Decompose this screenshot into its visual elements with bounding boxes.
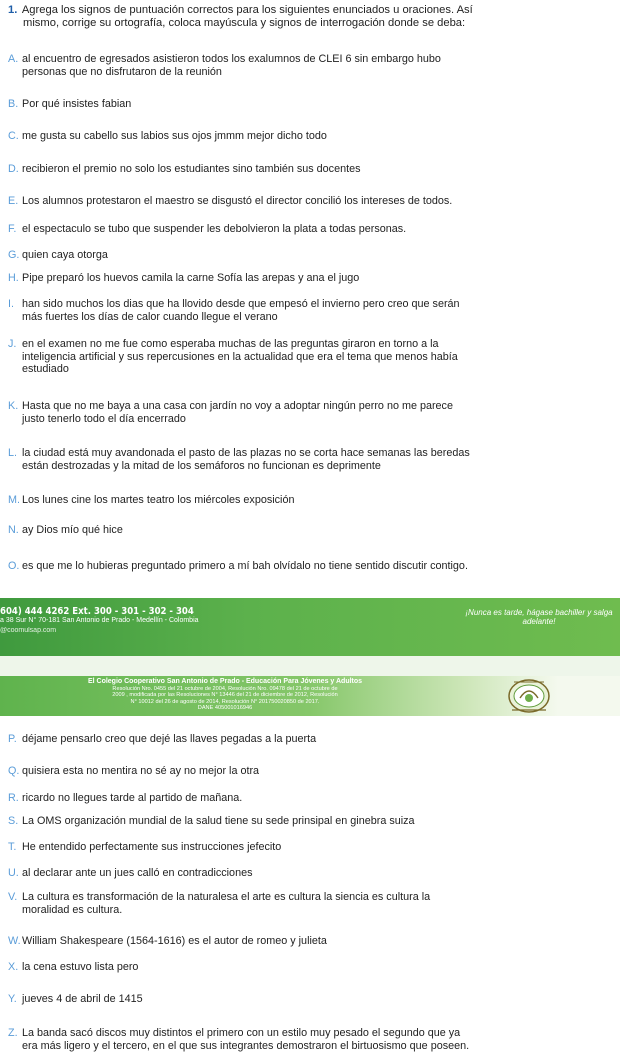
exercise-letter: P. [8, 733, 17, 745]
exercise-text: la cena estuvo lista pero [22, 961, 139, 973]
exercise-line [8, 993, 612, 1006]
exercise-line [8, 961, 612, 974]
exercise-line: más fuertes los días de calor cuando llegue el verano [22, 310, 278, 323]
instruction-text-1: Agrega los signos de puntuación correctos para los siguientes enunciados u oraciones. Así [21, 4, 473, 16]
exercise-item [8, 993, 612, 1006]
exercise-text: quisiera esta no mentira no sé ay no mejor la otra [22, 765, 260, 777]
exercise-item [8, 935, 612, 948]
exercise-letter: E. [8, 195, 19, 207]
instruction-number: 1. [8, 4, 18, 16]
exercise-line [8, 195, 612, 208]
exercise-letter: Y. [8, 993, 17, 1005]
exercise-item [8, 841, 612, 854]
exercise-letter: I. [8, 298, 14, 310]
exercise-text: La cultura es transformación de la naturalesa el arte es cultura la siencia es cultura la [22, 891, 431, 903]
exercise-letter: J. [8, 338, 17, 350]
exercise-letter: D. [8, 163, 19, 175]
exercise-text: quien caya otorga [22, 249, 108, 261]
exercise-letter: M. [8, 494, 20, 506]
exercise-item [8, 195, 612, 208]
exercise-line [8, 163, 612, 176]
exercise-line [8, 524, 612, 537]
header-text-block [70, 678, 380, 712]
exercise-text: es que me lo hubieras preguntado primero a mí bah olvídalo no tiene sentido discutir contigo. [22, 560, 468, 572]
exercise-line [8, 867, 612, 880]
exercise-item [8, 163, 612, 176]
exercise-letter: T. [8, 841, 17, 853]
exercise-letter: W. [8, 935, 21, 947]
exercise-text: recibieron el premio no solo los estudiantes sino también sus docentes [22, 163, 361, 175]
instruction-block [8, 4, 612, 30]
exercise-line: están destrozadas y la mitad de los semáforos no funcionan es deprimente [22, 459, 381, 472]
footer-phone: 604) 444 4262 Ext. 300 - 301 - 302 - 304 [0, 606, 194, 617]
exercise-letter: X. [8, 961, 19, 973]
exercise-line: justo tenerlo todo el día encerrado [22, 412, 186, 425]
exercise-letter: A. [8, 53, 19, 65]
exercise-item [8, 733, 612, 746]
exercise-line: inteligencia artificial y sus repercusiones en la actualidad que era el tema que menos había [22, 350, 458, 363]
exercise-line [8, 98, 612, 111]
exercise-text: La banda sacó discos muy distintos el primero con un estilo muy pesado el segundo que ya [22, 1027, 461, 1039]
exercise-item [8, 249, 612, 262]
exercise-text: jueves 4 de abril de 1415 [22, 993, 143, 1005]
exercise-letter: F. [8, 223, 17, 235]
exercise-letter: L. [8, 447, 18, 459]
exercise-item [8, 223, 612, 236]
exercise-item [8, 272, 612, 285]
header-resolution-1: Resolución Nro. 0455 del 21 octubre de 2004, Resolución Nro. 09478 del 21 de octubre de [112, 686, 338, 692]
exercise-item [8, 961, 612, 974]
exercise-letter: V. [8, 891, 18, 903]
exercise-text: La OMS organización mundial de la salud tiene su sede prinsipal en ginebra suiza [22, 815, 415, 827]
exercise-letter: Z. [8, 1027, 18, 1039]
exercise-line: estudiado [22, 363, 69, 375]
header-resolution-2: 2009 , modificada por las Resoluciones N° 13446 del 21 de diciembre de 2012, Resolución [112, 692, 338, 699]
exercise-letter: S. [8, 815, 19, 827]
exercise-text: Los alumnos protestaron el maestro se disgustó el director concilió los intereses de todos. [22, 195, 453, 207]
exercise-item [8, 815, 612, 828]
header-title: El Colegio Cooperativo San Antonio de Prado - Educación Para Jóvenes y Adultos [87, 678, 363, 685]
header-dane: DANE 405001016946 [197, 705, 253, 712]
exercise-item [8, 298, 612, 323]
exercise-text: en el examen no me fue como esperaba muchas de las preguntas giraron en torno a la [22, 338, 439, 350]
exercise-letter: O. [8, 560, 20, 572]
exercise-text: ricardo no llegues tarde al partido de mañana. [22, 792, 243, 804]
exercise-line [8, 841, 612, 854]
exercise-item [8, 867, 612, 880]
exercise-line: era más ligero y el tercero, en el que sus integrantes demostraron el birtuosismo que poseen. [22, 1039, 470, 1052]
exercise-item [8, 1027, 612, 1052]
exercise-text: déjame pensarlo creo que dejé las llaves pegadas a la puerta [22, 733, 317, 745]
exercise-letter: G. [8, 249, 20, 261]
exercise-item [8, 338, 612, 376]
exercise-letter: H. [8, 272, 19, 284]
footer-address: a 38 Sur N° 70-181 San Antonio de Prado - Medellín - Colombia [0, 617, 199, 624]
exercise-item [8, 891, 612, 916]
exercise-item [8, 447, 612, 472]
exercise-text: He entendido perfectamente sus instrucciones jefecito [22, 841, 282, 853]
exercise-text: al declarar ante un jues calló en contradicciones [22, 867, 253, 879]
exercise-item [8, 494, 612, 507]
exercise-letter: R. [8, 792, 19, 804]
exercise-text: el espectaculo se tubo que suspender les debolvieron la plata a todas personas. [22, 223, 407, 235]
exercise-letter: U. [8, 867, 19, 879]
exercise-line [8, 338, 612, 351]
instruction-line-1 [8, 4, 612, 17]
exercise-text: me gusta su cabello sus labios sus ojos jmmm mejor dicho todo [22, 130, 327, 142]
exercise-letter: Q. [8, 765, 20, 777]
exercise-text: Hasta que no me baya a una casa con jardín no voy a adoptar ningún perro no me parece [22, 400, 453, 412]
exercise-text: ay Dios mío qué hice [22, 524, 123, 536]
exercise-line [8, 272, 612, 285]
school-logo-icon [506, 676, 552, 716]
footer-slogan: ¡Nunca es tarde, hágase bachiller y salga adelante! [465, 608, 613, 626]
exercise-letter: C. [8, 130, 19, 142]
exercise-text: Pipe preparó los huevos camila la carne Sofía las arepas y ana el jugo [22, 272, 360, 284]
exercise-text: han sido muchos los dias que ha llovido desde que empesó el invierno pero creo que serán [22, 298, 460, 310]
exercise-text: Por qué insistes fabian [22, 98, 132, 110]
exercise-line [8, 560, 612, 573]
exercise-line: moralidad es cultura. [22, 903, 123, 916]
exercise-text: William Shakespeare (1564-1616) es el autor de romeo y julieta [22, 935, 327, 947]
exercise-line [8, 298, 612, 311]
footer-band [0, 598, 620, 656]
exercise-line [8, 494, 612, 507]
exercise-item [8, 765, 612, 778]
exercise-line [8, 447, 612, 460]
page-break-gap [0, 656, 620, 676]
exercise-line [8, 249, 612, 262]
exercise-item [8, 524, 612, 537]
exercise-text: al encuentro de egresados asistieron todos los exalumnos de CLEI 6 sin embargo hubo [22, 53, 441, 65]
footer-web: @coomulsap.com [0, 627, 57, 634]
exercise-item [8, 792, 612, 805]
exercise-line [8, 765, 612, 778]
exercise-line [8, 815, 612, 828]
exercise-item [8, 560, 612, 573]
exercise-item [8, 98, 612, 111]
exercise-item [8, 400, 612, 425]
exercise-line [8, 733, 612, 746]
exercise-line [8, 130, 612, 143]
exercise-line: personas que no disfrutaron de la reunión [22, 65, 222, 78]
exercise-text: Los lunes cine los martes teatro los miércoles exposición [22, 494, 295, 506]
instruction-text-2: mismo, corrige su ortografía, coloca mayúscula y signos de interrogación donde se deba: [23, 17, 466, 29]
exercise-line [8, 935, 612, 948]
header-resolution-3: N° 10012 del 26 de agosto de 2014, Resolución N° 201750020850 de 2017. [130, 698, 320, 705]
exercise-line [8, 891, 612, 904]
exercise-item [8, 130, 612, 143]
exercise-line [8, 400, 612, 413]
exercise-line [8, 1027, 612, 1040]
exercise-text: la ciudad está muy avandonada el pasto de las plazas no se corta hace semanas las beredas [22, 447, 470, 459]
exercise-line [8, 792, 612, 805]
exercise-letter: B. [8, 98, 19, 110]
exercise-item [8, 53, 612, 78]
exercise-letter: K. [8, 400, 19, 412]
exercise-letter: N. [8, 524, 19, 536]
exercise-line [8, 223, 612, 236]
exercise-line [8, 53, 612, 66]
